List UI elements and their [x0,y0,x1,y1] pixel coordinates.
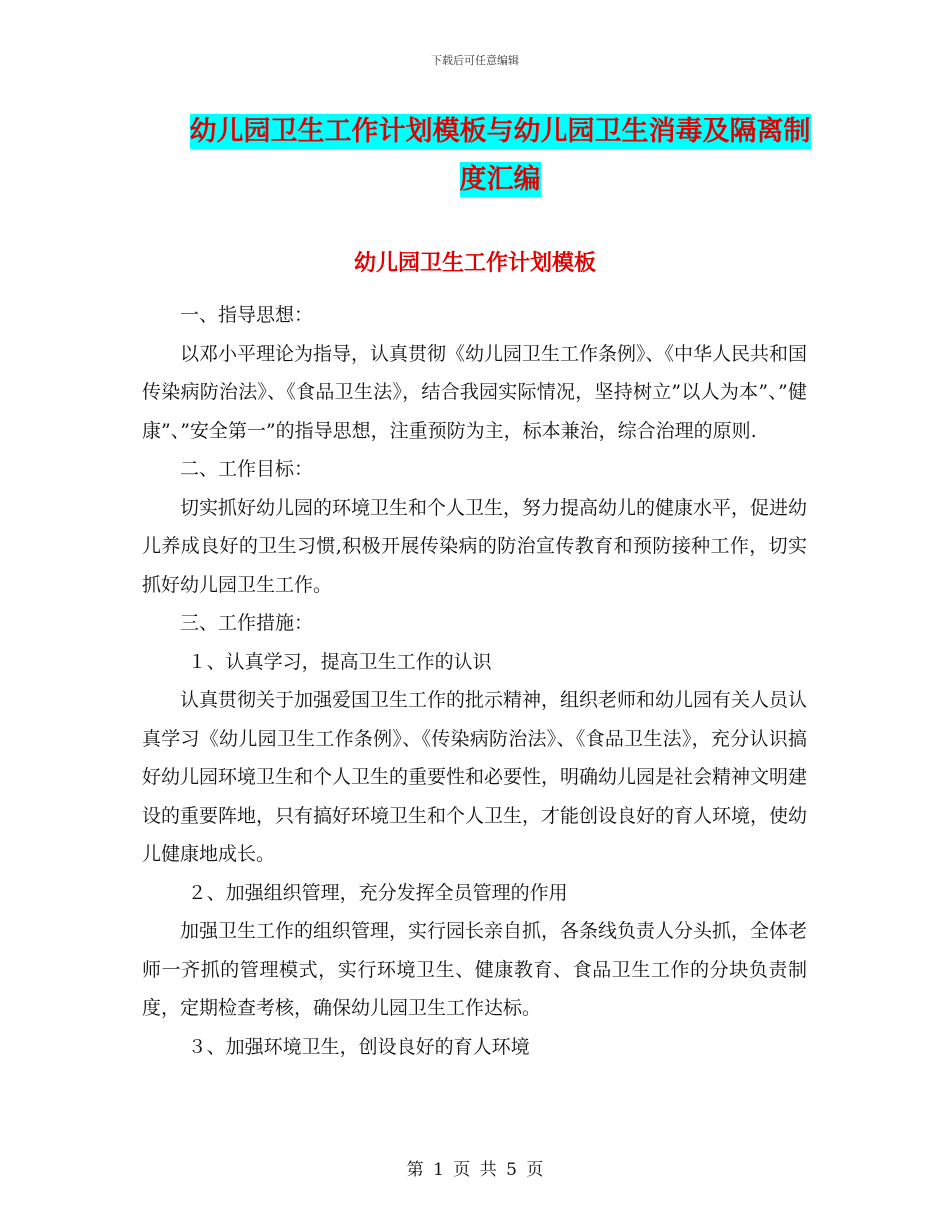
heading-work-measures: 三、工作措施： [180,612,314,634]
paragraph-measure-2: 加强卫生工作的组织管理，实行园长亲自抓，各条线负责人分头抓，全体老师一齐抓的管理模式，实行环境卫生、健康教育、食品卫生工作的分块负责制度，定期检查考核，确保幼儿园卫生工作达标。 [142,920,808,1019]
subheading-measure-3: ３、加强环境卫生，创设良好的育人环境 [187,1035,530,1058]
header-note: 下载后可任意编辑 [431,54,519,67]
paragraph-guiding-ideology: 以邓小平理论为指导，认真贯彻《幼儿园卫生工作条例》、《中华人民共和国传染病防治法》、《食品卫生法》，结合我园实际情况，坚持树立”以人为本”、”健康”、”安全第一”的指导思想，注重预防为主，标本兼治，综合治理的原则. [142,342,808,442]
subheading-measure-1: １、认真学习，提高卫生工作的认识 [187,650,492,673]
paragraph-work-goals: 切实抓好幼儿园的环境卫生和个人卫生，努力提高幼儿的健康水平，促进幼儿养成良好的卫生习惯,积极开展传染病的防治宣传教育和预防接种工作，切实抓好幼儿园卫生工作。 [142,496,808,596]
document-title-line-2: 度汇编 [459,164,541,195]
heading-guiding-ideology: 一、指导思想： [180,304,314,326]
document-body [142,296,807,1066]
section-title: 幼儿园卫生工作计划模板 [353,251,596,276]
paragraph-measure-1: 认真贯彻关于加强爱国卫生工作的批示精神，组织老师和幼儿园有关人员认真学习《幼儿园卫生工作条例》、《传染病防治法》、《食品卫生法》，充分认识搞好幼儿园环境卫生和个人卫生的重要性和必要性，明确幼儿园是社会精神文明建设的重要阵地，只有搞好环境卫生和个人卫生，才能创设良好的育人环境，使幼儿健康地成长。 [142,689,808,865]
document-title-line-1: 幼儿园卫生工作计划模板与幼儿园卫生消毒及隔离制 [189,116,811,147]
document-title [150,108,850,204]
subheading-measure-2: ２、加强组织管理，充分发挥全员管理的作用 [187,881,568,904]
heading-work-goals: 二、工作目标： [180,458,314,480]
page-footer: 第 1 页 共 5 页 [406,1160,544,1180]
